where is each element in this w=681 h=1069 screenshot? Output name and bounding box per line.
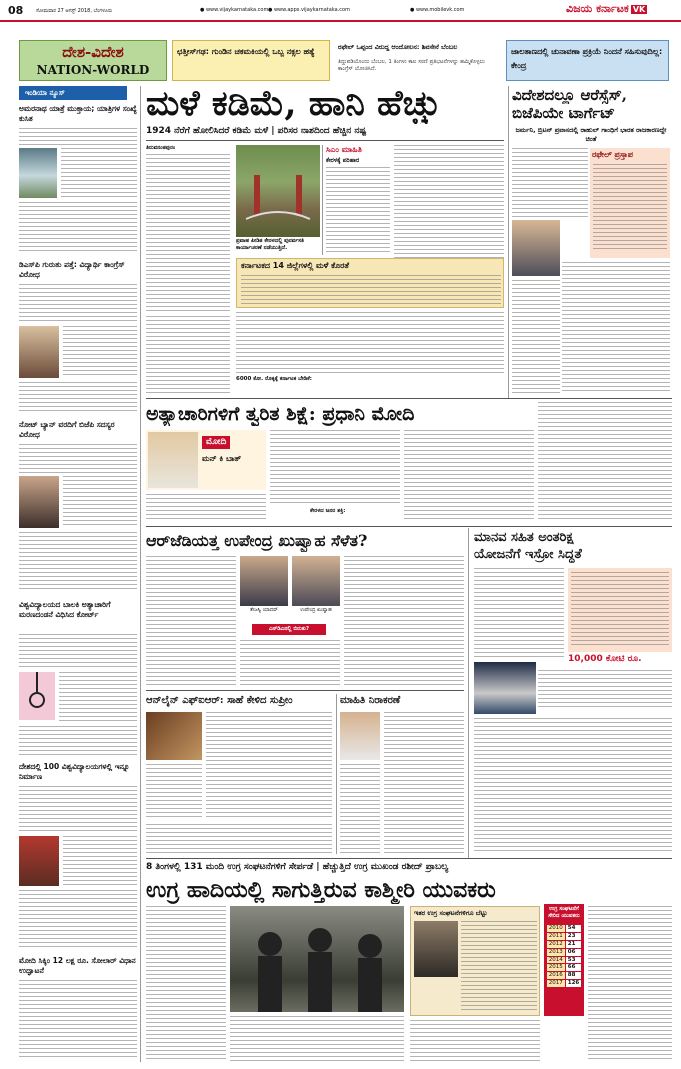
header-link-3[interactable]: ● www.mobilevk.com	[410, 7, 465, 13]
header-bar	[0, 0, 681, 22]
section-title-kannada: ದೇಶ-ವಿದೇಶ	[62, 43, 124, 61]
lead-stat-line: 6000 ಕೋ. ರೊಕ್ಕಕ್ಕೆ ಕರ್ನಾಟಕ ಬೇಡಿಕೆ:	[236, 376, 313, 382]
recruitment-year: 2010	[546, 925, 565, 933]
mann-ki-baat-logo	[146, 430, 266, 490]
politician-photo-1	[19, 326, 59, 378]
section-banner	[19, 40, 167, 81]
kushwaha-photo	[292, 556, 340, 606]
modi-logo-text: ಮೋದಿ	[202, 436, 230, 449]
noose-icon	[19, 672, 55, 720]
recruitment-row	[546, 948, 581, 956]
right-subheadline: ಜರ್ಮನಿ, ಬ್ರಿಟನ್ ಪ್ರವಾಸದಲ್ಲಿ ರಾಹುಲ್ ಗಾಂಧಿಗೆ ಭಾರತ ರಾಜಕಾರಣದ್ದೇ ಚಿಂತೆ	[515, 126, 667, 143]
tejashwi-photo	[240, 556, 288, 606]
modi-byline: ಕೇರಳದ ಜನರ ಶಕ್ತಿ:	[310, 508, 346, 514]
tejashwi-caption: ತೇಜಸ್ವಿ ಯಾದವ್	[250, 607, 278, 613]
other-groups-box	[410, 906, 540, 1016]
politician-photo-2	[19, 476, 59, 528]
top-brief-3-text: ಜಾಲತಾಣದಲ್ಲಿ ಚುನಾವಣಾ ಪ್ರಕ್ರಿಯೆ ನಿಂದನೆ ಸಹಿಸುವುದಿಲ್ಲ: ಕೇಂದ್ರ	[511, 47, 663, 70]
kushwaha-caption: ಉಪೇಂದ್ರ ಖುಷ್ವಾಹ	[300, 607, 332, 613]
recruitment-year: 2017	[546, 980, 565, 988]
recruitment-year: 2015	[546, 964, 565, 972]
india-news-item-1: ಅಮರನಾಥ ಯಾತ್ರೆ ಮುಕ್ತಾಯ; ಯಾತ್ರಿಗಳ ಸಂಖ್ಯೆ ಕುಸಿತ	[19, 104, 137, 123]
recruitment-year: 2011	[546, 932, 565, 940]
rti-headline: ಮಾಹಿತಿ ನಿರಾಕರಣೆ	[340, 695, 401, 706]
top-brief-3	[506, 40, 669, 81]
recruitment-row	[546, 932, 581, 940]
recruitment-count: 06	[565, 948, 581, 956]
militant-leader-photo	[414, 921, 458, 977]
india-news-column	[19, 102, 137, 1062]
rafale-box-title: ರಫೇಲ್ ಪ್ರಸ್ತಾಪ	[592, 150, 633, 159]
recruitment-year: 2012	[546, 940, 565, 948]
rafale-box	[590, 148, 670, 258]
cm-info-box	[322, 145, 390, 255]
logo-text: ವಿಜಯ ಕರ್ನಾಟಕ	[566, 2, 629, 15]
recruitment-count: 21	[565, 940, 581, 948]
recruitment-row	[546, 972, 581, 980]
other-groups-title: ಇತರ ಉಗ್ರ ಸಂಘಟನೆಗಳಿಗೂ ಬೆಟ್ಟು	[414, 909, 488, 917]
cm-info-title: ಸಿಎಂ ಮಾಹಿತಿ	[326, 145, 362, 154]
isro-headline-1: ಮಾನವ ಸಹಿತ ಅಂತರಿಕ್ಷ	[474, 530, 574, 545]
top-brief-2-sub: ತಿದ್ದುಪಡಿಯೊಂದು ಬೆಂಬಲ, 1 ತಿಂಗಳು ಕಾಲ ಸರಣಿ ಪ್ರತಿಭಟನೆಗಳನ್ನು ಹಮ್ಮಿಕೊಳ್ಳಲು ಕಾಂಗ್ರೆಸ್ ಯೋಜಿಸಿದೆ.	[338, 59, 485, 72]
online-fir-headline: ಆನ್‌ಲೈನ್ ಎಫ್ಐಆರ್: ಸಾಹೆ ಕೇಳಿದ ಸುಪ್ರೀಂ	[146, 695, 293, 706]
top-brief-2	[334, 40, 502, 81]
flood-photo	[236, 145, 320, 237]
recruitment-table	[546, 924, 582, 988]
india-news-item-2: ಡಿಎಸ್‌ಪಿ ಗುರುತು ಪತ್ತೆ: ವಿದ್ಯಾರ್ಥಿ ಕಾಂಗ್ರೆಸ್ ವಿರೋಧ	[19, 260, 125, 279]
recruitment-row	[546, 925, 581, 933]
isro-amount: 10,000 ಕೋಟಿ ರೂ.	[568, 654, 642, 664]
flood-photo-caption: ಪ್ರವಾಹ ಪೀಡಿತ ಕೇರಳದಲ್ಲಿ ಪುನರ್ವಸತಿ ಕಾರ್ಯಾಚರಣೆ ನಡೆಯುತ್ತಿದೆ.	[236, 238, 304, 251]
recruitment-table-title: ಉಗ್ರ ಸಂಘಟನೆಗೆ ಸೇರಿದ ಯುವಕರು	[548, 906, 580, 919]
recruitment-year: 2016	[546, 972, 565, 980]
recruitment-year: 2014	[546, 956, 565, 964]
waterfall-photo	[19, 148, 57, 198]
recruitment-count: 126	[565, 980, 581, 988]
recruitment-count: 23	[565, 932, 581, 940]
recruitment-table-box	[544, 904, 584, 1016]
astronaut-photo	[474, 662, 536, 714]
cm-info-title-2: ಕೇರಳಕ್ಕೆ ಪರಿಹಾರ	[326, 157, 360, 164]
modi-headline: ಅತ್ಯಾಚಾರಿಗಳಿಗೆ ತ್ವರಿತ ಶಿಕ್ಷೆ: ಪ್ರಧಾನಿ ಮೋದಿ	[146, 403, 415, 425]
isro-box	[568, 568, 672, 652]
nda-tag: ಎನ್‌ಡಿಎನಲ್ಲಿ ಬಿರುಕು?	[252, 624, 326, 635]
page-number: 08	[8, 4, 24, 17]
right-headline-1: ವಿದೇಶದಲ್ಲೂ ಆರೆಸ್ಸೆಸ್,	[512, 86, 627, 104]
gavel-photo	[146, 712, 202, 760]
header-link-1[interactable]: ● www.vijaykarnataka.com	[200, 7, 269, 13]
india-news-item-4: ವಿಶ್ವವಿದ್ಯಾಲಯದ ಬಾಲಕಿ ಅತ್ಯಾಚಾರಿಗೆ ಮರಣದಂಡನೆ ವಿಧಿಸಿದ ಕೋರ್ಟ್	[19, 600, 111, 619]
kashmir-headline: ಉಗ್ರ ಹಾದಿಯಲ್ಲಿ ಸಾಗುತ್ತಿರುವ ಕಾಶ್ಮೀರಿ ಯುವಕರು	[146, 877, 496, 903]
recruitment-count: 54	[565, 925, 581, 933]
lead-dateline: ತಿರುವನಂತಪುರಂ	[146, 145, 176, 151]
india-news-item-3: ನೋಟ್ ಬ್ಯಾನ್ ವರದಿಗೆ ಬಿಜೆಪಿ ಸದಸ್ಯರ ವಿರೋಧ	[19, 420, 115, 439]
top-brief-1	[172, 40, 330, 81]
header-link-2[interactable]: ● www.apps.vijaykarnataka.com	[268, 7, 350, 13]
recruitment-row	[546, 964, 581, 972]
recruitment-count: 88	[565, 972, 581, 980]
section-title-english: NATION-WORLD	[36, 63, 150, 77]
recruitment-row	[546, 980, 581, 988]
modi-photo	[148, 432, 198, 488]
masthead-logo	[566, 2, 678, 19]
lead-subheadline: 1924 ನೆರೆಗೆ ಹೋಲಿಸಿದರೆ ಕಡಿಮೆ ಮಳೆ | ಪರಿಸರ ನಾಶದಿಂದ ಹೆಚ್ಚಿನ ನಷ್ಟ	[146, 126, 367, 136]
kashmir-kicker: 8 ತಿಂಗಳಲ್ಲಿ 131 ಮಂದಿ ಉಗ್ರ ಸಂಘಟನೆಗಳಿಗೆ ಸೇರ್ಪಡೆ | ಹೆಚ್ಚುತ್ತಿದೆ ಉಗ್ರ ಮುಖಂಡ ರಶೀದ್ ಪ್ರಾಬಲ್ಯ	[146, 862, 449, 872]
recruitment-count: 53	[565, 956, 581, 964]
recruitment-year: 2013	[546, 948, 565, 956]
right-headline-2: ಬಿಜೆಪಿಯೇ ಟಾರ್ಗೆಟ್	[512, 104, 615, 122]
india-news-item-5: ದೇಶದಲ್ಲಿ 100 ವಿಶ್ವವಿದ್ಯಾಲಯಗಳಲ್ಲಿ ಇನ್ನೂ ನಿರ್ಮಾಣ	[19, 762, 130, 781]
top-brief-1-text: ಛತ್ತೀಸ್‌ಗಢ: ಗುಂಡಿನ ಚಕಮಕಿಯಲ್ಲಿ ಒಬ್ಬ ನಕ್ಸಲ ಹತ್ಯೆ	[177, 47, 315, 56]
rahul-photo	[512, 220, 560, 276]
recruitment-row	[546, 956, 581, 964]
amit-shah-photo	[340, 712, 380, 760]
recruitment-count: 66	[565, 964, 581, 972]
india-news-label: ಇಂಡಿಯಾ ನ್ಯೂಸ್	[19, 86, 127, 100]
mann-ki-baat-text: ಮನ್ ಕಿ ಬಾತ್	[202, 454, 242, 463]
rjd-headline: ಆರ್‌ಜೆಡಿಯತ್ತ ಉಪೇಂದ್ರ ಖುಷ್ವಾಹ ಸೆಳೆತ?	[146, 531, 368, 550]
logo-badge: VK	[632, 5, 646, 14]
train-photo	[19, 836, 59, 886]
recruitment-row	[546, 940, 581, 948]
lead-headline: ಮಳೆ ಕಡಿಮೆ, ಹಾನಿ ಹೆಚ್ಚು	[146, 84, 442, 124]
isro-headline-2: ಯೋಜನೆಗೆ ಇಸ್ರೋ ಸಿದ್ಧತೆ	[474, 547, 582, 562]
top-brief-2-text: ರಫೇಲ್ ಒಪ್ಪಂದ ವಿರುದ್ಧ ಆಂದೋಲನ: ಶಿವಸೇನೆ ಬೆಂಬಲ	[338, 43, 458, 51]
karnataka-box-title: ಕರ್ನಾಟಕದ 14 ಜಿಲ್ಲೆಗಳಲ್ಲಿ ಮಳೆ ಕೊರತೆ	[241, 261, 349, 270]
india-news-item-6: ಮೋದಿ ಸಿಕ್ಕಿಂ 12 ಲಕ್ಷ ರೂ. ಸೋಲಾರ್ ವಿಧಾನ ಉದ್ಘಾಟನೆ	[19, 956, 136, 975]
karnataka-box	[236, 258, 504, 308]
militants-photo	[230, 906, 404, 1012]
date-text: ಸೋಮವಾರ 27 ಆಗಸ್ಟ್ 2018, ಬೆಂಗಳೂರು	[36, 8, 113, 14]
